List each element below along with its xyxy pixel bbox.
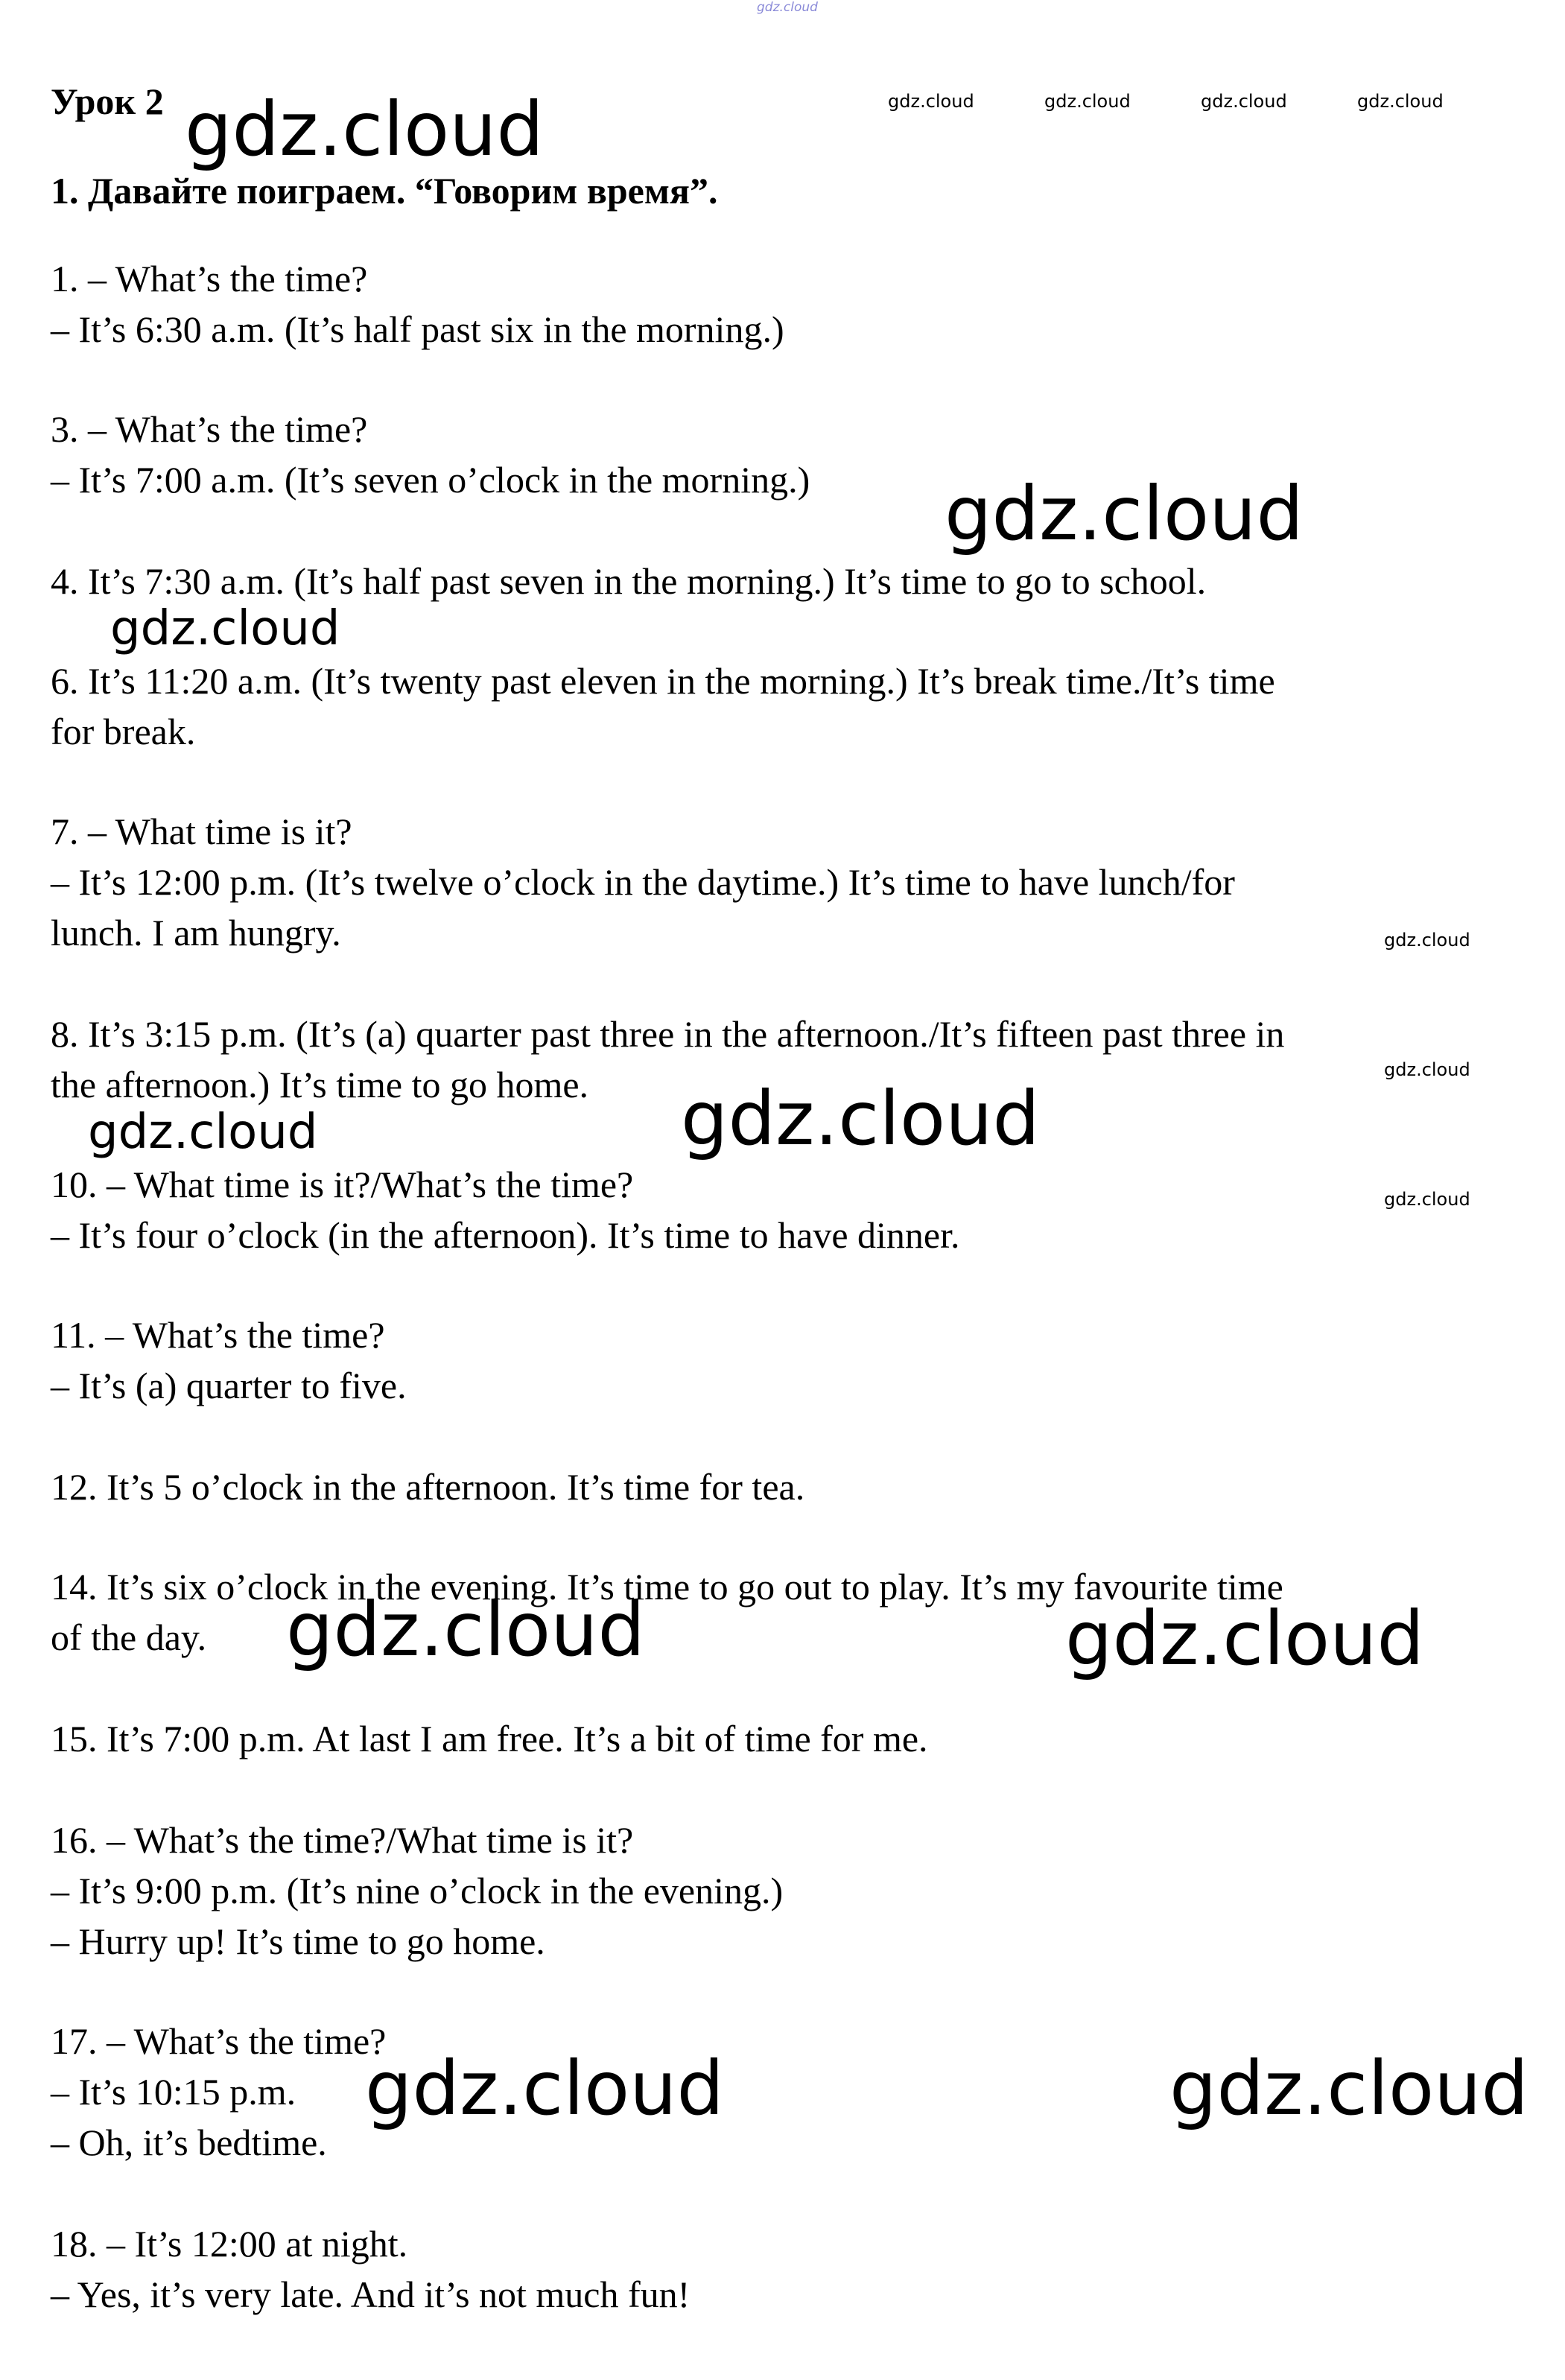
text-line: 7. – What time is it? bbox=[51, 810, 352, 852]
text-line: of the day. bbox=[51, 1616, 207, 1658]
text-line: 12. It’s 5 o’clock in the afternoon. It’s time for tea. bbox=[51, 1466, 805, 1508]
text-line: – Yes, it’s very late. And it’s not much fun! bbox=[51, 2273, 691, 2315]
watermark-large: gdz.cloud bbox=[1169, 2045, 1529, 2132]
text-line: 14. It’s six o’clock in the evening. It’s time to go out to play. It’s my favourite time bbox=[51, 1566, 1283, 1608]
watermark-large: gdz.cloud bbox=[1065, 1595, 1425, 1682]
watermark-top: gdz.cloud bbox=[757, 0, 818, 15]
watermark-large: gdz.cloud bbox=[185, 86, 545, 173]
text-line: – Oh, it’s bedtime. bbox=[51, 2122, 327, 2163]
watermark-medium: gdz.cloud bbox=[88, 1105, 318, 1160]
text-line: the afternoon.) It’s time to go home. bbox=[51, 1064, 589, 1105]
watermark-small: gdz.cloud bbox=[1357, 91, 1444, 112]
text-line: – It’s 10:15 p.m. bbox=[51, 2071, 296, 2113]
text-line: 3. – What’s the time? bbox=[51, 408, 368, 450]
text-line: 16. – What’s the time?/What time is it? bbox=[51, 1819, 634, 1861]
watermark-small: gdz.cloud bbox=[1384, 1189, 1470, 1210]
text-line: 6. It’s 11:20 a.m. (It’s twenty past eleven in the morning.) It’s break time./It’s time bbox=[51, 660, 1275, 702]
watermark-small: gdz.cloud bbox=[1044, 91, 1131, 112]
text-line: – It’s 9:00 p.m. (It’s nine o’clock in the evening.) bbox=[51, 1870, 784, 1911]
text-line: 8. It’s 3:15 p.m. (It’s (a) quarter past three in the afternoon./It’s fifteen past three in bbox=[51, 1013, 1285, 1055]
text-line: – It’s 12:00 p.m. (It’s twelve o’clock in the daytime.) It’s time to have lunch/for bbox=[51, 861, 1235, 903]
text-line: 17. – What’s the time? bbox=[51, 2020, 387, 2062]
watermark-large: gdz.cloud bbox=[286, 1586, 646, 1673]
watermark-small: gdz.cloud bbox=[1201, 91, 1287, 112]
text-line: 18. – It’s 12:00 at night. bbox=[51, 2223, 408, 2265]
watermark-small: gdz.cloud bbox=[888, 91, 974, 112]
watermark-medium: gdz.cloud bbox=[110, 601, 340, 656]
text-line: – It’s four o’clock (in the afternoon). It’s time to have dinner. bbox=[51, 1214, 960, 1256]
text-line: – Hurry up! It’s time to go home. bbox=[51, 1920, 545, 1962]
text-line: 11. – What’s the time? bbox=[51, 1314, 385, 1356]
text-line: – It’s (a) quarter to five. bbox=[51, 1365, 407, 1406]
text-line: 1. – What’s the time? bbox=[51, 258, 368, 299]
text-line: – It’s 7:00 a.m. (It’s seven o’clock in the morning.) bbox=[51, 459, 810, 501]
watermark-large: gdz.cloud bbox=[945, 470, 1304, 557]
lesson-title: Урок 2 bbox=[51, 80, 164, 122]
task-title: 1. Давайте поиграем. “Говорим время”. bbox=[51, 170, 718, 212]
text-line: 15. It’s 7:00 p.m. At last I am free. It’s a bit of time for me. bbox=[51, 1718, 928, 1759]
watermark-large: gdz.cloud bbox=[681, 1075, 1041, 1162]
watermark-small: gdz.cloud bbox=[1384, 930, 1470, 951]
text-line: 4. It’s 7:30 a.m. (It’s half past seven in the morning.) It’s time to go to school. bbox=[51, 560, 1207, 602]
text-line: – It’s 6:30 a.m. (It’s half past six in the morning.) bbox=[51, 308, 784, 350]
text-line: lunch. I am hungry. bbox=[51, 912, 341, 953]
watermark-small: gdz.cloud bbox=[1384, 1059, 1470, 1080]
text-line: for break. bbox=[51, 711, 196, 752]
text-line: 10. – What time is it?/What’s the time? bbox=[51, 1164, 634, 1205]
watermark-large: gdz.cloud bbox=[365, 2045, 725, 2132]
